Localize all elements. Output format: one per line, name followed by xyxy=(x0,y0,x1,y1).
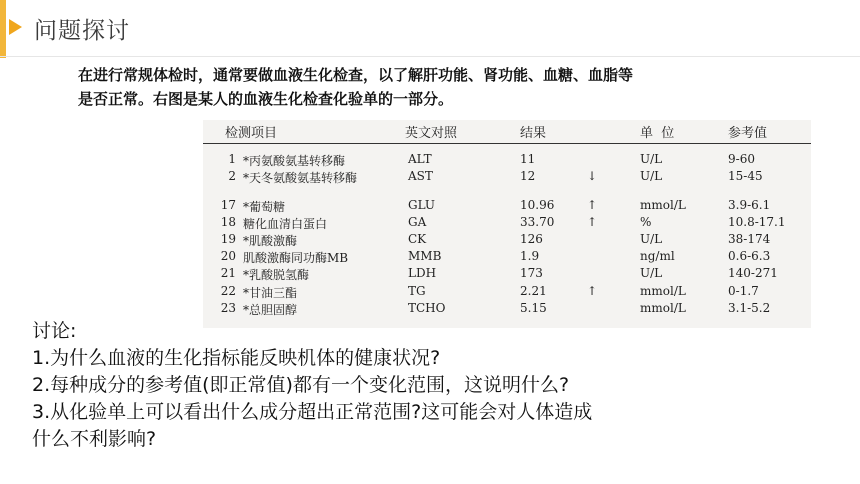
report-cell-result: 2.21 xyxy=(520,284,547,298)
report-cell-name: *肌酸激酶 xyxy=(243,234,298,248)
report-cell-num: 21 xyxy=(220,266,236,280)
report-cell-num: 23 xyxy=(220,301,236,315)
discussion-heading: 讨论: xyxy=(32,320,77,342)
intro-paragraph xyxy=(78,63,818,111)
report-cell-ref: 15-45 xyxy=(728,169,763,183)
report-cell-abbr: TG xyxy=(408,284,426,298)
report-cell-unit: mmol/L xyxy=(640,301,686,315)
question-1: 1.为什么血液的生化指标能反映机体的健康状况? xyxy=(32,347,441,369)
report-cell-abbr: LDH xyxy=(408,266,437,280)
report-header-rule xyxy=(203,143,811,144)
page-title: 问题探讨 xyxy=(34,18,130,44)
report-cell-num: 20 xyxy=(220,249,236,263)
report-cell-result: 12 xyxy=(520,169,536,183)
report-cell-abbr: GLU xyxy=(408,198,436,212)
report-cell-name: *总胆固醇 xyxy=(243,303,298,317)
report-cell-unit: ng/ml xyxy=(640,249,675,263)
report-cell-ref: 0-1.7 xyxy=(728,284,759,298)
report-cell-name: 糖化血清白蛋白 xyxy=(243,217,328,231)
report-cell-name: 肌酸激酶同功酶MB xyxy=(243,251,349,265)
report-cell-name: *天冬氨酸氨基转移酶 xyxy=(243,171,358,185)
report-cell-ref: 0.6-6.3 xyxy=(728,249,771,263)
report-cell-name: *丙氨酸氨基转移酶 xyxy=(243,154,346,168)
report-cell-num: 1 xyxy=(228,152,236,166)
report-cell-abbr: MMB xyxy=(408,249,442,263)
report-cell-flag: ↓ xyxy=(587,169,598,183)
question-3-line-1: 3.从化验单上可以看出什么成分超出正常范围?这可能会对人体造成 xyxy=(32,401,593,423)
report-cell-abbr: ALT xyxy=(408,152,432,166)
report-cell-abbr: GA xyxy=(408,215,427,229)
report-cell-unit: U/L xyxy=(640,169,663,183)
report-cell-num: 22 xyxy=(220,284,236,298)
question-3-line-2: 什么不利影响? xyxy=(32,428,157,450)
report-cell-num: 18 xyxy=(220,215,236,229)
report-cell-result: 33.70 xyxy=(520,215,555,229)
question-2: 2.每种成分的参考值(即正常值)都有一个变化范围，这说明什么? xyxy=(32,374,570,396)
column-header-reference: 参考值 xyxy=(728,126,768,141)
report-cell-abbr: TCHO xyxy=(408,301,446,315)
report-cell-ref: 3.1-5.2 xyxy=(728,301,771,315)
report-cell-result: 10.96 xyxy=(520,198,555,212)
report-cell-result: 1.9 xyxy=(520,249,540,263)
play-arrow-icon xyxy=(9,19,22,35)
report-cell-unit: U/L xyxy=(640,266,663,280)
report-cell-result: 173 xyxy=(520,266,543,280)
report-cell-unit: mmol/L xyxy=(640,284,686,298)
report-cell-abbr: AST xyxy=(408,169,433,183)
report-cell-flag: ↑ xyxy=(587,284,598,298)
report-cell-result: 126 xyxy=(520,232,543,246)
report-cell-num: 19 xyxy=(220,232,236,246)
report-cell-unit: U/L xyxy=(640,152,663,166)
title-accent-bar xyxy=(0,0,6,58)
report-cell-unit: % xyxy=(640,215,652,229)
report-cell-ref: 38-174 xyxy=(728,232,771,246)
report-cell-unit: mmol/L xyxy=(640,198,686,212)
column-header-result: 结果 xyxy=(520,126,547,141)
title-divider xyxy=(0,56,860,57)
report-cell-name: *乳酸脱氢酶 xyxy=(243,268,310,282)
report-cell-name: *甘油三酯 xyxy=(243,286,298,300)
report-cell-flag: ↑ xyxy=(587,198,598,212)
intro-line-2: 是否正常。右图是某人的血液生化检查化验单的一部分。 xyxy=(78,90,454,108)
report-cell-abbr: CK xyxy=(408,232,427,246)
column-header-english: 英文对照 xyxy=(405,126,458,141)
report-cell-ref: 10.8-17.1 xyxy=(728,215,786,229)
report-cell-flag: ↑ xyxy=(587,215,598,229)
column-header-unit: 单 位 xyxy=(640,126,675,141)
report-cell-name: *葡萄糖 xyxy=(243,200,286,214)
report-cell-ref: 3.9-6.1 xyxy=(728,198,771,212)
discussion-block xyxy=(32,318,832,453)
report-cell-ref: 140-271 xyxy=(728,266,778,280)
report-cell-ref: 9-60 xyxy=(728,152,755,166)
intro-line-1: 在进行常规体检时，通常要做血液生化检查，以了解肝功能、肾功能、血糖、血脂等 xyxy=(78,66,634,84)
report-cell-unit: U/L xyxy=(640,232,663,246)
report-cell-result: 5.15 xyxy=(520,301,547,315)
report-cell-result: 11 xyxy=(520,152,536,166)
report-cell-num: 2 xyxy=(228,169,236,183)
report-cell-num: 17 xyxy=(220,198,236,212)
column-header-item: 检测项目 xyxy=(225,126,278,141)
